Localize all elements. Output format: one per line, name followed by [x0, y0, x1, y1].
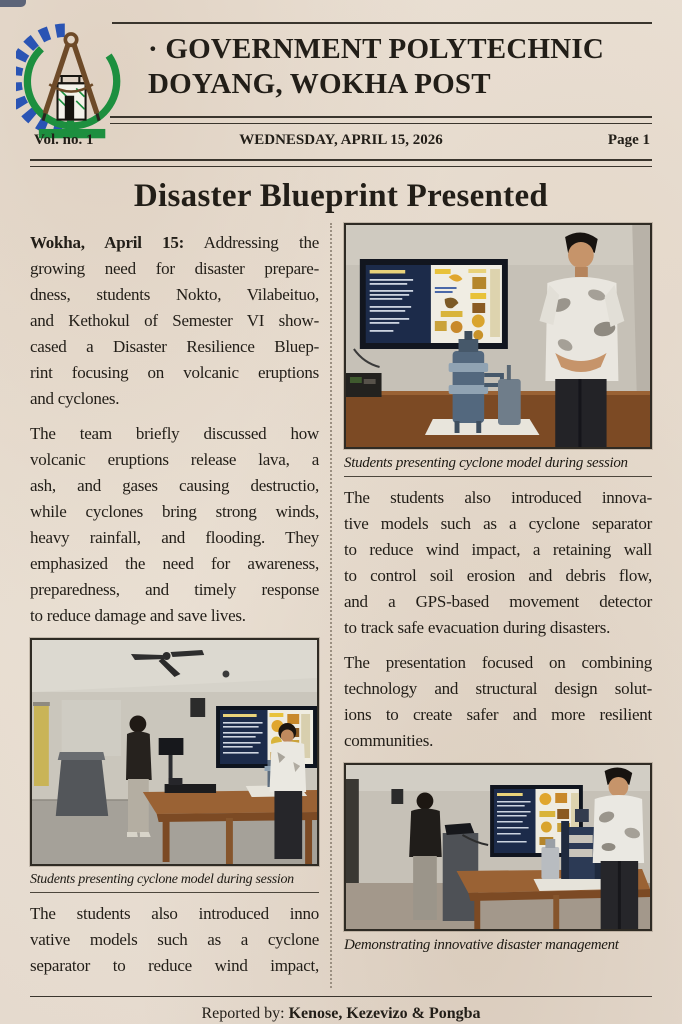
dateline-row [30, 132, 652, 156]
wall-speaker [190, 698, 205, 717]
text-line: technology and structural design solut- [344, 679, 652, 698]
newspaper-title-line1: · GOVERNMENT POLYTECHNIC [148, 33, 604, 65]
masthead-top-rule [112, 22, 652, 24]
photo-disaster-demo-image [346, 765, 650, 929]
left-column [30, 223, 330, 988]
text-line: to reduce damage and save lives. [30, 606, 246, 625]
dateline-lead: Wokha, April 15: [30, 233, 185, 252]
text-line: ions to create safer and more resilient [344, 705, 652, 724]
equipment-left [346, 373, 382, 397]
paragraph-models-truncated [30, 901, 319, 979]
text-line: and a GPS-based movement detector [344, 592, 652, 611]
models-truncated-lines [30, 901, 319, 979]
presenter-right [270, 723, 307, 859]
text-line: preparedness, and timely response [30, 580, 319, 599]
text-line: vative models such as a cyclone [30, 930, 319, 949]
innovative-models-lines [344, 485, 652, 641]
paragraph-innovative-models [344, 485, 652, 641]
newspaper-title-line2: DOYANG, WOKHA POST [148, 68, 491, 101]
text-line: to track safe evacuation during disasters. [344, 618, 611, 637]
text-line: communities. [344, 731, 434, 750]
intro-first-line [30, 230, 319, 256]
photo-cyclone-model [344, 223, 652, 449]
text-line: separator to reduce wind impact, [30, 956, 319, 975]
podium [56, 752, 108, 816]
dateline-rule [30, 159, 652, 161]
photo-caption-left: Students presenting cyclone model during session [30, 872, 294, 887]
paragraph-intro [30, 230, 319, 412]
text-line: to control soil erosion and debris flow, [344, 566, 652, 585]
text-line: dness, students Nokto, Vilabeituo, [30, 285, 319, 304]
text-line: cased a Disaster Resilience Bluep- [30, 337, 319, 356]
paragraph-discussion [30, 421, 319, 629]
text-line: The presentation focused on combining [344, 653, 652, 672]
presentation-focus-lines [344, 650, 652, 754]
text-line: and cyclones. [30, 389, 120, 408]
masthead-rule-2 [110, 123, 652, 124]
photo-caption-right-top: Students presenting cyclone model during session [344, 455, 628, 471]
masthead [30, 0, 652, 168]
wall-speaker [391, 789, 403, 804]
text-line: volcanic eruptions release lava, a [30, 450, 319, 469]
intro-lines [30, 256, 319, 412]
photo-caption-right-bottom: Demonstrating innovative disaster management [344, 937, 619, 953]
photo-disaster-demo [344, 763, 652, 931]
article-columns [30, 223, 652, 988]
reported-by-label: Reported by: [201, 1005, 285, 1022]
text-line: The students also introduced innova- [344, 488, 652, 507]
discussion-lines [30, 421, 319, 629]
photo-classroom-session [30, 638, 319, 866]
text-line: The team briefly discussed how [30, 424, 319, 443]
text-line: rint focusing on volcanic eruptions [30, 363, 319, 382]
volume-label: Vol. no. 1 [34, 132, 94, 148]
building-icon [54, 76, 88, 120]
reporter-names: Kenose, Kezevizo & Pongba [288, 1005, 481, 1022]
polytechnic-logo [16, 22, 124, 142]
text-line: The students also introduced inno [30, 904, 319, 923]
text-line: and Kethokul of Semester VI show- [30, 311, 319, 330]
article-headline: Disaster Blueprint Presented [133, 178, 549, 214]
text-line: to reduce wind impact, a retaining wall [344, 540, 652, 559]
photo-cyclone-model-image [346, 225, 650, 447]
footer-byline [30, 997, 652, 1023]
caption-rule-left [30, 892, 319, 893]
masthead-rule [110, 116, 652, 118]
photo-classroom-session-image [32, 640, 317, 864]
dateline-rule-2 [30, 166, 652, 167]
text-line: growing need for disaster prepare- [30, 259, 319, 278]
text-line: heavy rainfall, and flooding. They [30, 528, 319, 547]
text-line: emphasized the need for awareness, [30, 554, 319, 573]
intro-first-line-text: Addressing the [203, 233, 319, 252]
presenter-left [126, 716, 152, 838]
text-line: while cyclones bring strong winds, [30, 502, 319, 521]
caption-rule-right [344, 476, 652, 477]
tv-screen [360, 259, 508, 349]
text-line: tive models such as a cyclone separator [344, 514, 652, 533]
issue-date: WEDNESDAY, APRIL 15, 2026 [239, 132, 443, 148]
right-column [330, 223, 652, 988]
polytechnic-logo-icon [16, 22, 124, 142]
paragraph-presentation-focus [344, 650, 652, 754]
page-number: Page 1 [607, 132, 650, 148]
newspaper-title [148, 0, 652, 103]
text-line: ash, and gases causing destructio, [30, 476, 319, 495]
